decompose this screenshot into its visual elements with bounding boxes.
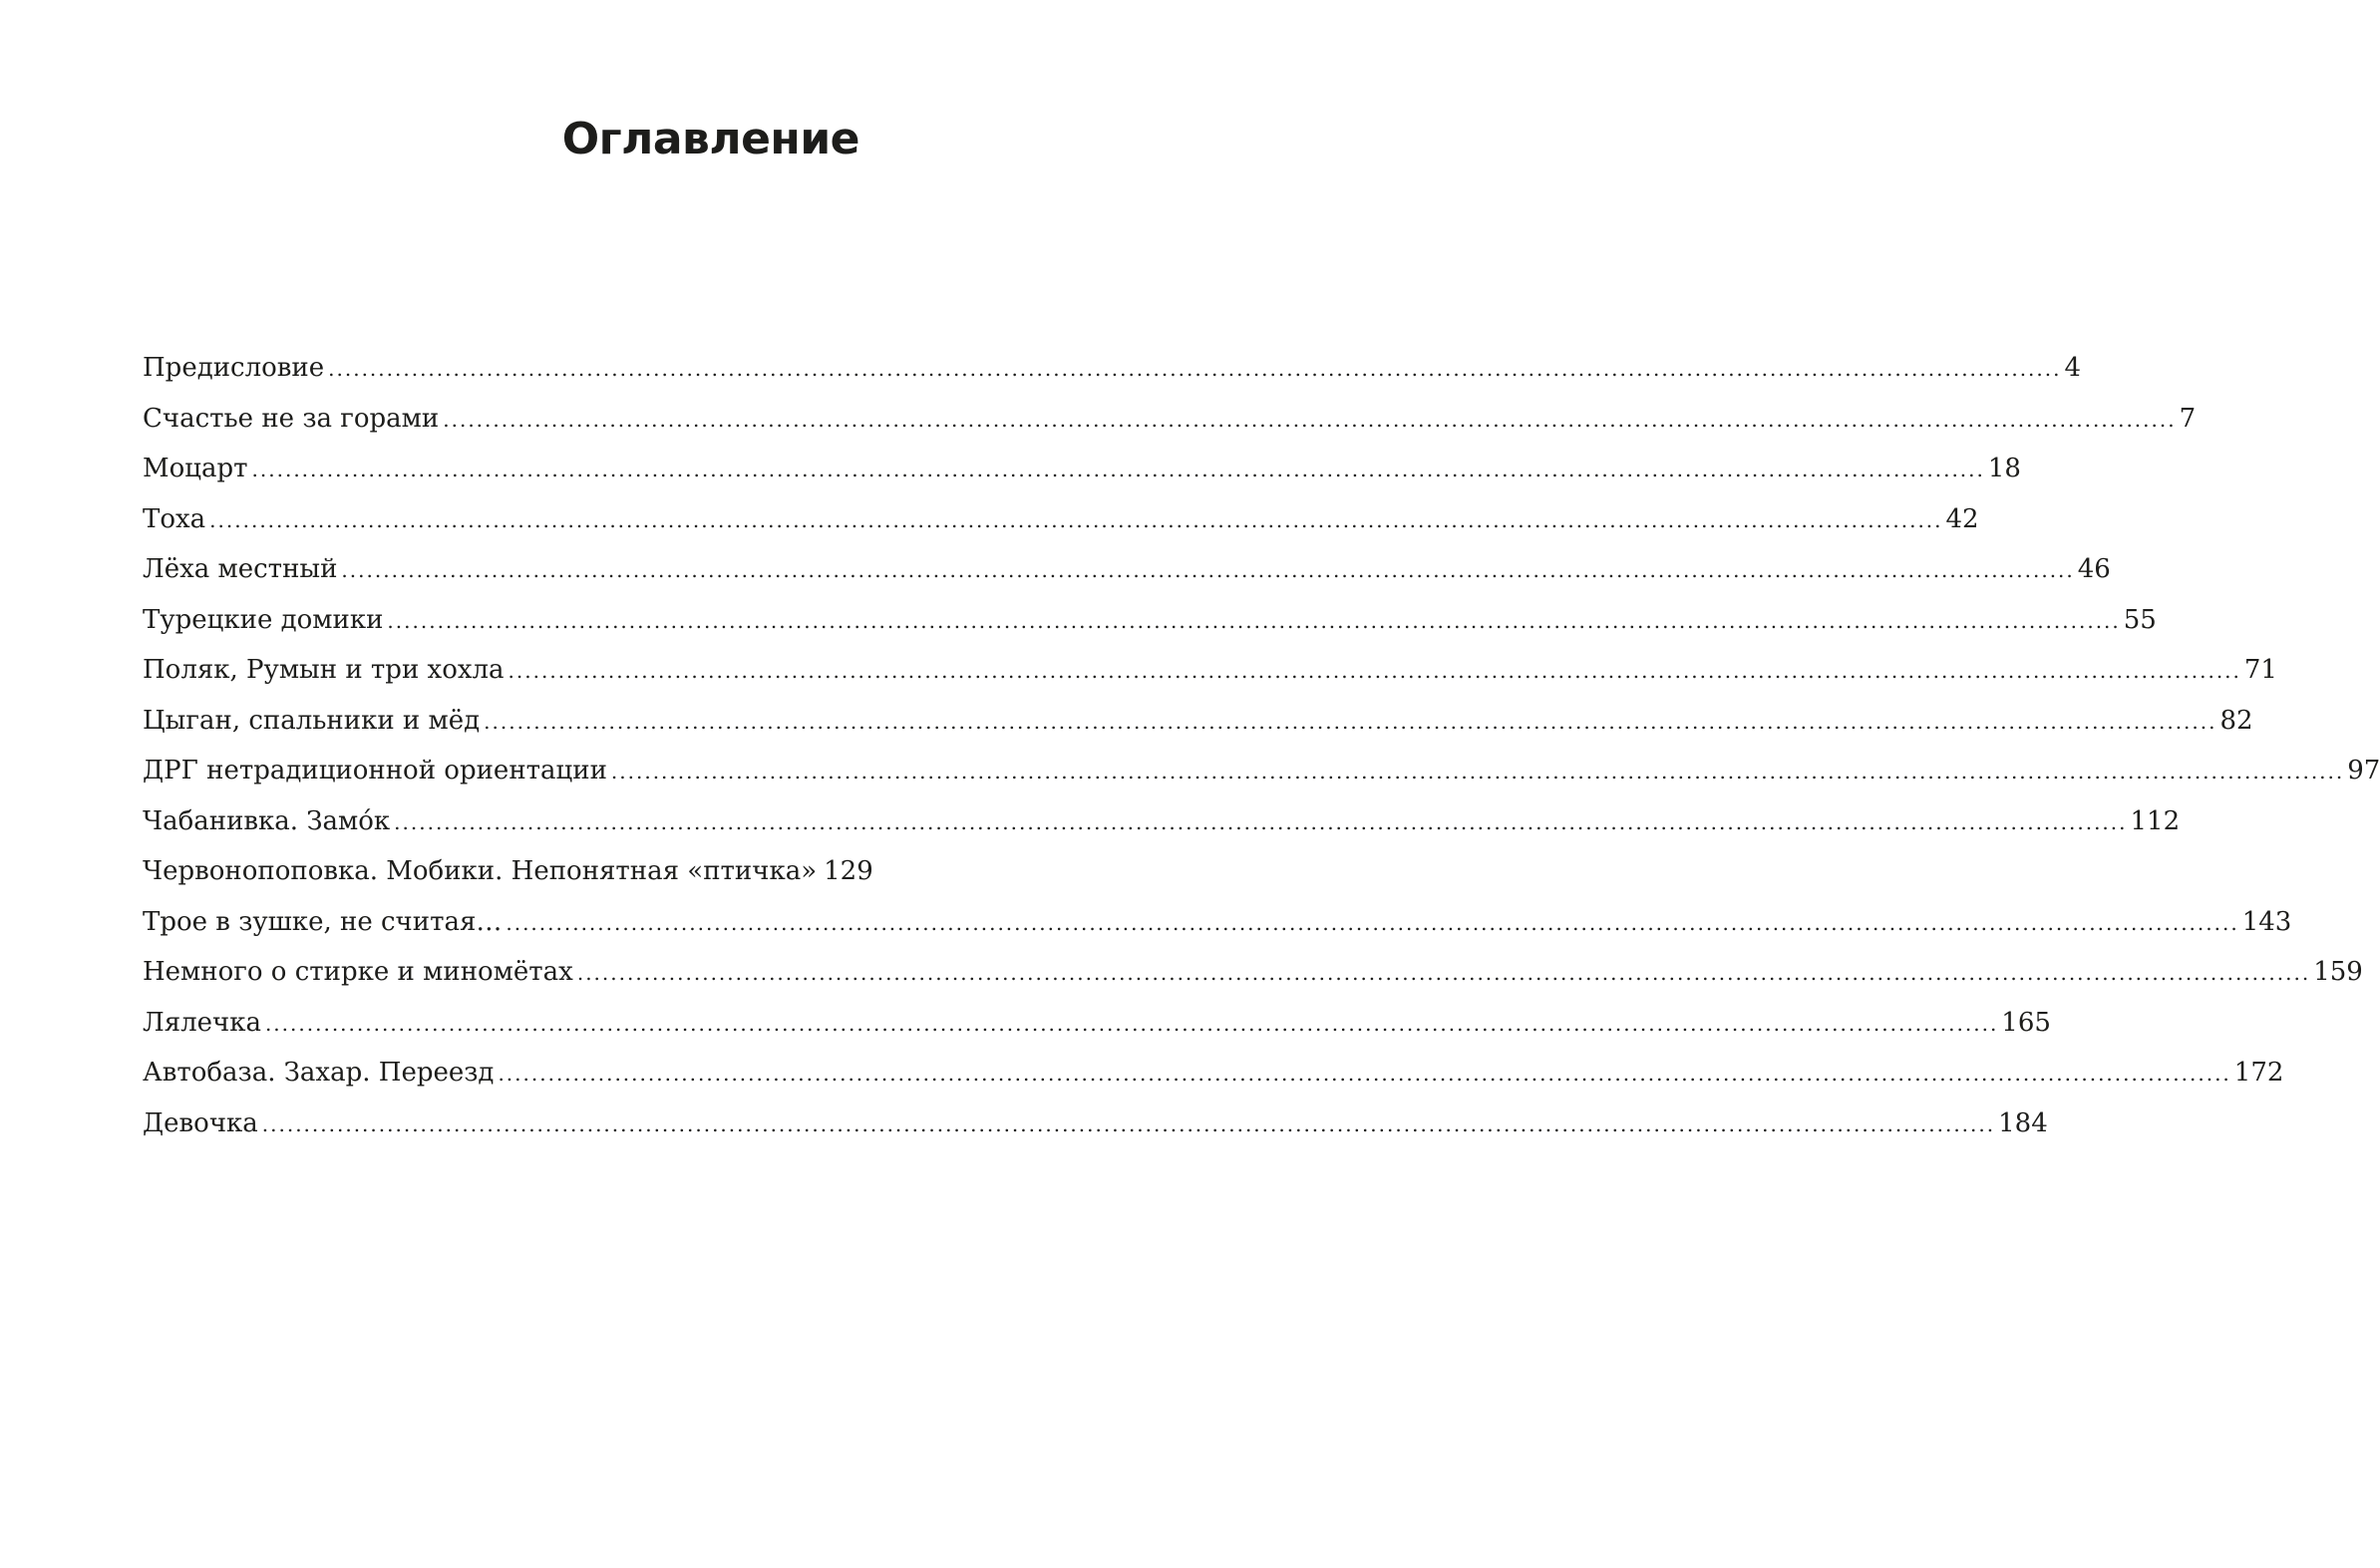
- dot-leader: [262, 1099, 1995, 1149]
- toc-entry-page: 71: [2243, 655, 2277, 685]
- toc-entry[interactable]: [143, 897, 2292, 948]
- toc-entry-page: 172: [2233, 1058, 2284, 1088]
- toc-entry-label: Немного о стирке и миномётах: [143, 957, 573, 987]
- toc-entry-page: 112: [2130, 805, 2181, 836]
- toc-entry-label: Тоха: [143, 503, 206, 534]
- toc-entry-page: 42: [1945, 503, 1979, 534]
- toc-entry[interactable]: [143, 696, 2253, 747]
- toc-entry-page: 46: [2077, 554, 2111, 584]
- toc-entry[interactable]: [143, 595, 2157, 646]
- dot-leader: [498, 1049, 2230, 1098]
- toc-entry[interactable]: [143, 544, 2111, 595]
- toc-entry-label: Предисловие: [143, 353, 325, 383]
- dot-leader: [394, 797, 2127, 847]
- dot-leader: [506, 898, 2238, 948]
- dot-leader: [328, 344, 2061, 394]
- toc-entry[interactable]: [143, 998, 2051, 1049]
- dot-leader: [611, 747, 2344, 796]
- toc-entry[interactable]: [143, 494, 1979, 545]
- toc-entry-page: 143: [2241, 906, 2292, 937]
- toc-entry-label: Автобаза. Захар. Переезд: [143, 1058, 495, 1088]
- dot-leader: [484, 697, 2216, 747]
- toc-entry[interactable]: [143, 645, 2277, 696]
- toc-entry-label: Лёха местный: [143, 554, 338, 584]
- toc-entry-label: Червонопоповка. Мобики. Непонятная «птичка»: [143, 856, 818, 886]
- dot-leader: [252, 445, 1985, 494]
- dot-leader: [443, 395, 2176, 445]
- toc-entry[interactable]: [143, 796, 2181, 847]
- dot-leader: [265, 999, 1998, 1049]
- toc-entry-label: Чабанивка. Замо́к: [143, 805, 391, 836]
- dot-leader: [341, 545, 2074, 595]
- toc-entry[interactable]: [143, 343, 2082, 394]
- toc-entry-page: 97: [2347, 756, 2380, 785]
- toc-entry-label: Поляк, Румын и три хохла: [143, 655, 505, 685]
- toc-entry-page: 159: [2313, 957, 2363, 987]
- toc-entry-page: 82: [2219, 705, 2253, 736]
- toc-entry[interactable]: [143, 444, 2021, 494]
- toc-entry-label: ДРГ нетрадиционной ориентации: [143, 756, 607, 785]
- page-title: Оглавление: [561, 114, 859, 164]
- toc-entry-label: Цыган, спальники и мёд: [143, 705, 481, 736]
- toc-entry-page: 184: [1998, 1107, 2048, 1138]
- toc-entry-page: 4: [2064, 353, 2082, 383]
- toc-entry-page: 18: [1987, 454, 2021, 483]
- toc-entry-page: 55: [2123, 604, 2157, 635]
- toc-entry[interactable]: [143, 394, 2197, 445]
- dot-leader: [387, 596, 2120, 646]
- toc-entry-label: Трое в зушке, не считая…: [143, 906, 503, 937]
- dot-leader: [509, 646, 2241, 696]
- toc-entry[interactable]: [143, 1048, 2284, 1098]
- toc-entry[interactable]: [143, 947, 2363, 998]
- toc-entry-label: Счастье не за горами: [143, 403, 440, 434]
- toc-entry[interactable]: [143, 746, 2380, 796]
- toc-entry-label: Турецкие домики: [143, 604, 384, 635]
- toc-entry[interactable]: [143, 1098, 2048, 1149]
- dot-leader: [577, 948, 2310, 998]
- dot-leader: [209, 495, 1942, 545]
- toc-entry-label: Девочка: [143, 1107, 258, 1138]
- toc-entry[interactable]: [143, 846, 873, 897]
- toc-entry-label: Моцарт: [143, 454, 248, 483]
- toc-entry-page: 7: [2179, 403, 2197, 434]
- toc-entry-label: Лялечка: [143, 1007, 261, 1038]
- table-of-contents: [143, 343, 2380, 1148]
- toc-entry-page: 129: [824, 856, 873, 886]
- toc-entry-page: 165: [2001, 1007, 2051, 1038]
